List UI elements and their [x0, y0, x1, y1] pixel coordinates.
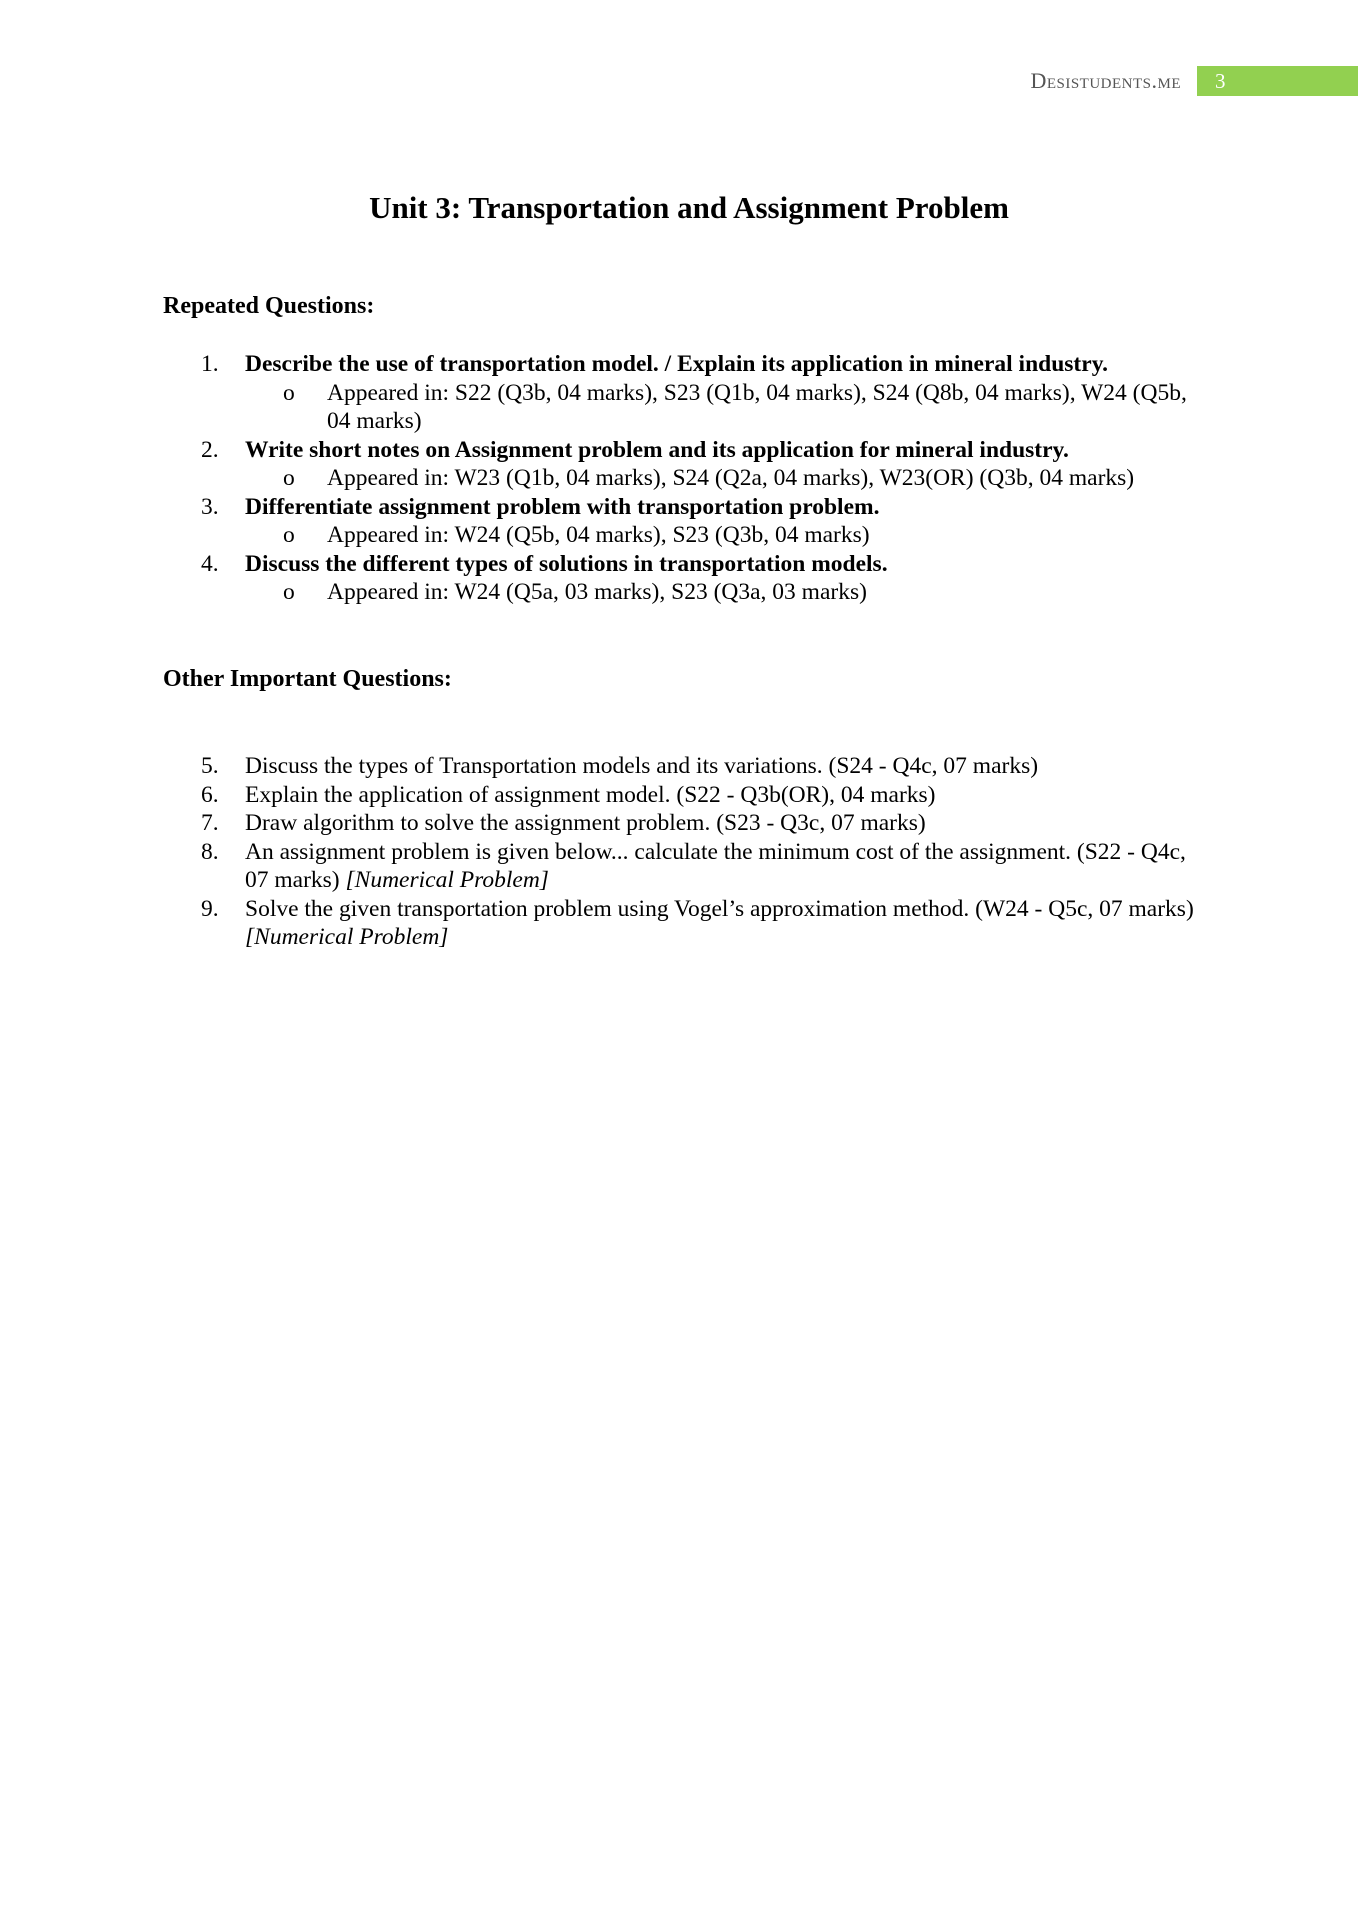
question-text: Discuss the types of Transportation models and its variations. (S24 - Q4c, 07 marks): [245, 753, 1039, 779]
question-item: [163, 895, 1203, 952]
question-text: [245, 838, 1203, 895]
bullet-marker: o: [283, 522, 295, 548]
appeared-in-text: Appeared in: W24 (Q5a, 03 marks), S23 (Q3a, 03 marks): [327, 579, 867, 605]
question-item: [163, 752, 1203, 781]
bullet-marker: o: [283, 465, 295, 491]
question-number: 7.: [201, 810, 219, 836]
question-number: 9.: [201, 895, 219, 922]
question-item: [163, 781, 1203, 810]
question-item: [163, 350, 1203, 436]
question-item: [163, 838, 1203, 895]
appeared-in-text: Appeared in: S22 (Q3b, 04 marks), S23 (Q1b, 04 marks), S24 (Q8b, 04 marks), W24 (Q5b, 04 marks): [327, 379, 1187, 434]
appeared-in-item: [245, 578, 1203, 607]
question-text: Describe the use of transportation model. / Explain its application in mineral industry.: [245, 351, 1109, 377]
question-body: An assignment problem is given below... calculate the minimum cost of the assignment. (S22 - Q4c, 07 marks): [245, 838, 1186, 893]
question-text: Draw algorithm to solve the assignment problem. (S23 - Q3c, 07 marks): [245, 810, 926, 836]
question-item: [163, 809, 1203, 838]
page-header: [1030, 66, 1358, 96]
question-item: [163, 493, 1203, 550]
question-body: Solve the given transportation problem using Vogel’s approximation method. (W24 - Q5c, 07 marks): [245, 895, 1194, 922]
appeared-in-text: Appeared in: W24 (Q5b, 04 marks), S23 (Q3b, 04 marks): [327, 522, 870, 548]
question-text: Discuss the different types of solutions in transportation models.: [245, 550, 888, 577]
question-text: Explain the application of assignment model. (S22 - Q3b(OR), 04 marks): [245, 781, 936, 808]
question-item: [163, 436, 1203, 493]
question-text: Differentiate assignment problem with transportation problem.: [245, 493, 880, 520]
bullet-marker: o: [283, 379, 295, 406]
question-number: 5.: [201, 753, 219, 779]
question-number: 4.: [201, 550, 219, 577]
appeared-in-item: [245, 379, 1203, 436]
question-text: [245, 895, 1203, 952]
question-number: 6.: [201, 781, 219, 808]
page-number-badge: 3: [1197, 66, 1358, 96]
other-questions-heading: Other Important Questions:: [163, 666, 452, 692]
question-number: 8.: [201, 838, 219, 865]
site-name: Desistudents.me: [1030, 68, 1181, 93]
question-text: Write short notes on Assignment problem and its application for mineral industry.: [245, 436, 1069, 463]
page-title: Unit 3: Transportation and Assignment Problem: [369, 190, 1009, 225]
repeated-questions-heading: Repeated Questions:: [163, 293, 375, 319]
repeated-questions-list: [163, 350, 1203, 607]
appeared-in-item: [245, 521, 1203, 550]
appeared-in-text: Appeared in: W23 (Q1b, 04 marks), S24 (Q2a, 04 marks), W23(OR) (Q3b, 04 marks): [327, 465, 1135, 491]
question-number: 2.: [201, 436, 219, 463]
question-item: [163, 550, 1203, 607]
numerical-problem-note: [Numerical Problem]: [345, 867, 549, 893]
question-number: 3.: [201, 493, 219, 520]
numerical-problem-note: [Numerical Problem]: [245, 924, 449, 950]
question-number: 1.: [201, 351, 219, 377]
bullet-marker: o: [283, 579, 295, 605]
other-questions-list: [163, 752, 1203, 952]
appeared-in-item: [245, 464, 1203, 493]
